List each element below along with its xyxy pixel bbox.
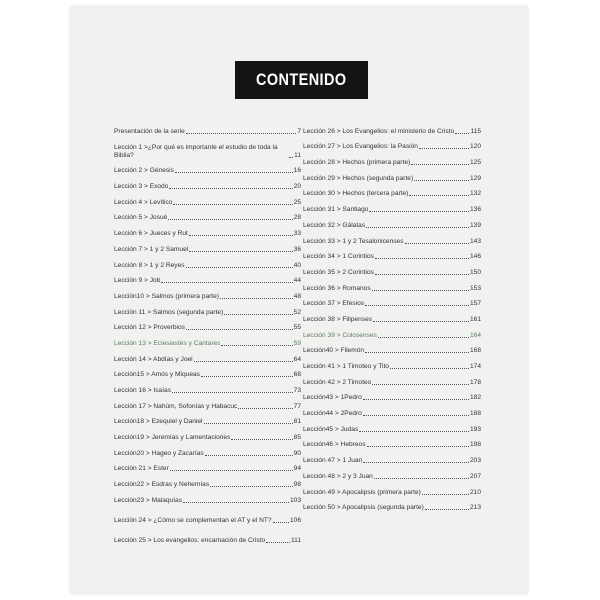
toc-entry-page: 36 bbox=[293, 245, 301, 253]
toc-entry bbox=[303, 418, 481, 434]
dot-leader bbox=[161, 282, 292, 283]
toc-entry bbox=[303, 449, 481, 465]
toc-entry-page: 16 bbox=[293, 167, 301, 175]
toc-entry-page: 198 bbox=[469, 441, 481, 449]
toc-entry-page: 157 bbox=[469, 300, 481, 308]
toc-entry bbox=[303, 120, 481, 136]
toc-entry-page: 28 bbox=[293, 214, 301, 222]
toc-entry bbox=[303, 246, 481, 262]
dot-leader bbox=[372, 290, 469, 291]
toc-entry-page: 90 bbox=[293, 449, 301, 457]
toc-entry bbox=[303, 308, 481, 324]
toc-left-column bbox=[114, 120, 301, 545]
toc-entry-title: Lección 3 > Éxodo bbox=[114, 183, 169, 191]
toc-entry-title: Lección 27 > Los Evangelios: la Pasión bbox=[303, 143, 418, 151]
title-banner bbox=[235, 61, 368, 99]
dot-leader bbox=[363, 462, 469, 463]
toc-entry-title: Lección 30 > Hechos (tercera parte) bbox=[303, 190, 409, 198]
toc-entry bbox=[114, 426, 301, 442]
dot-leader bbox=[231, 439, 292, 440]
toc-entry bbox=[114, 458, 301, 474]
document-page bbox=[70, 6, 528, 594]
toc-entry-page: 115 bbox=[470, 127, 481, 135]
toc-entry-page: 40 bbox=[293, 261, 301, 269]
toc-entry-page: 111 bbox=[290, 536, 301, 544]
dot-leader bbox=[169, 188, 292, 189]
toc-entry-title: Lección 50 > Apocalipsis (segunda parte) bbox=[303, 504, 424, 512]
toc-entry bbox=[114, 473, 301, 489]
toc-entry-title: Lección 1 >¿Por qué es importante el estudio de toda la Biblia? bbox=[114, 143, 278, 159]
toc-entry-page: 55 bbox=[293, 324, 301, 332]
toc-entry bbox=[114, 332, 301, 348]
toc-entry-title: Lección 24 > ¿Cómo se complementan el AT y el NT? bbox=[114, 516, 272, 524]
toc-entry-title: Presentación de la serie bbox=[114, 127, 185, 135]
dot-leader bbox=[266, 542, 290, 543]
dot-leader bbox=[422, 494, 469, 495]
toc-entry-page: 161 bbox=[469, 315, 481, 323]
dot-leader bbox=[409, 195, 469, 196]
dot-leader bbox=[168, 219, 292, 220]
toc-entry-page: 52 bbox=[293, 308, 301, 316]
dot-leader bbox=[205, 455, 293, 456]
toc-entry bbox=[303, 261, 481, 277]
toc-entry-page: 11 bbox=[294, 151, 301, 159]
toc-entry bbox=[114, 270, 301, 286]
toc-entry-title: Lección44 > 2Pedro bbox=[303, 410, 362, 418]
toc-entry-title: Lección23 > Malaquías bbox=[114, 496, 182, 504]
toc-entry-page: 20 bbox=[293, 183, 301, 191]
toc-entry bbox=[303, 355, 481, 371]
dot-leader bbox=[373, 321, 469, 322]
dot-leader bbox=[375, 274, 469, 275]
toc-entry-title: Lección 26 > Los Evangelios: el ministerio de Cristo bbox=[303, 127, 455, 135]
toc-entry-title: Lección 17 > Nahúm, Sofonías y Habacuc bbox=[114, 402, 238, 410]
toc-entry bbox=[114, 411, 301, 427]
page-title: CONTENIDO bbox=[256, 70, 347, 89]
toc-entry-title: Lección22 > Esdras y Nehemías bbox=[114, 481, 210, 489]
dot-leader bbox=[201, 376, 293, 377]
toc-entry-page: 143 bbox=[469, 237, 481, 245]
toc-entry-title: Lección 6 > Jueces y Rut bbox=[114, 230, 188, 238]
toc-entry bbox=[114, 489, 301, 505]
toc-entry bbox=[114, 525, 301, 545]
toc-entry-page: 136 bbox=[469, 206, 481, 214]
toc-entry bbox=[114, 254, 301, 270]
toc-entry-title: Lección 48 > 2 y 3 Juan bbox=[303, 472, 373, 480]
toc-entry-title: Lección 5 > Josué bbox=[114, 214, 168, 222]
toc-entry-page: 81 bbox=[293, 418, 301, 426]
toc-entry-page: 85 bbox=[293, 434, 301, 442]
toc-entry-title: Lección 33 > 1 y 2 Tesalonicenses bbox=[303, 237, 404, 245]
dot-leader bbox=[405, 243, 469, 244]
toc-entry-page: 153 bbox=[469, 284, 481, 292]
toc-entry-title: Lección43 > 1Pedro bbox=[303, 394, 362, 402]
toc-entry-page: 7 bbox=[297, 127, 301, 135]
toc-entry bbox=[114, 222, 301, 238]
toc-entry bbox=[303, 167, 481, 183]
toc-entry-page: 139 bbox=[469, 221, 481, 229]
toc-entry-page: 193 bbox=[469, 425, 481, 433]
toc-entry-title: Lección 14 > Abdías y Joel bbox=[114, 355, 193, 363]
toc-entry bbox=[114, 285, 301, 301]
toc-entry-page: 48 bbox=[293, 292, 301, 300]
dot-leader bbox=[172, 392, 293, 393]
dot-leader bbox=[365, 352, 469, 353]
toc-entry bbox=[114, 505, 301, 525]
toc-entry-page: 188 bbox=[469, 410, 481, 418]
dot-leader bbox=[363, 399, 469, 400]
toc-entry-title: Lección40 > Filemón bbox=[303, 347, 365, 355]
toc-entry-page: 203 bbox=[469, 457, 481, 465]
toc-entry-page: 120 bbox=[469, 143, 481, 151]
toc-entry bbox=[114, 175, 301, 191]
toc-entry-page: 168 bbox=[469, 347, 481, 355]
toc-entry-title: Lección 39 > Colosenses bbox=[303, 331, 377, 339]
dot-leader bbox=[210, 486, 293, 487]
dot-leader bbox=[365, 305, 469, 306]
dot-leader bbox=[194, 361, 293, 362]
toc-entry-title: Lección 7 > 1 y 2 Samuel bbox=[114, 245, 189, 253]
toc-entry-title: Lección 41 > 1 Timoteo y Tito bbox=[303, 363, 389, 370]
toc-entry-title: Lección 47 > 1 Juan bbox=[303, 457, 363, 465]
toc-entry bbox=[114, 301, 301, 317]
dot-leader bbox=[183, 502, 289, 503]
dot-leader bbox=[363, 415, 469, 416]
toc-entry bbox=[114, 379, 301, 395]
toc-entry-title: Lección18 > Ezequiel y Daniel bbox=[114, 418, 203, 426]
dot-leader bbox=[238, 408, 292, 409]
toc-entry-title: Lección10 > Salmos (primera parte) bbox=[114, 292, 219, 300]
toc-entry-title: Lección 38 > Filipenses bbox=[303, 315, 373, 323]
toc-entry-title: Lección 4 > Levítico bbox=[114, 198, 173, 206]
toc-entry-title: Lección 21 > Ester bbox=[114, 465, 169, 473]
toc-entry-title: Lección19 > Jeremías y Lamentaciones bbox=[114, 434, 231, 442]
dot-leader bbox=[414, 180, 469, 181]
toc-entry-title: Lección 11 > Salmos (segunda parte) bbox=[114, 308, 224, 316]
toc-entry-page: 77 bbox=[293, 402, 301, 410]
toc-entry bbox=[303, 324, 481, 340]
toc-entry-title: Lección 42 > 2 Timoteo bbox=[303, 378, 372, 386]
toc-entry-page: 33 bbox=[293, 230, 301, 238]
toc-entry bbox=[114, 160, 301, 176]
toc-entry-title: Lección 8 > 1 y 2 Reyes bbox=[114, 261, 185, 269]
toc-entry-page: 44 bbox=[293, 277, 301, 285]
toc-entry-page: 210 bbox=[469, 488, 481, 496]
toc-entry-page: 64 bbox=[293, 355, 301, 363]
toc-entry bbox=[114, 317, 301, 333]
dot-leader bbox=[204, 423, 293, 424]
toc-entry-title: Lección 28 > Hechos (primera parte) bbox=[303, 159, 411, 167]
toc-entry bbox=[303, 293, 481, 309]
toc-entry-page: 73 bbox=[293, 387, 301, 394]
toc-entry bbox=[303, 136, 481, 152]
dot-leader bbox=[375, 258, 469, 259]
toc-entry bbox=[114, 395, 301, 411]
dot-leader bbox=[186, 133, 297, 134]
dot-leader bbox=[359, 431, 469, 432]
dot-leader bbox=[419, 148, 469, 149]
toc-entry-title: Lección46 > Hebreos bbox=[303, 441, 366, 449]
dot-leader bbox=[170, 470, 293, 471]
toc-entry-title: Lección 12 > Proverbios bbox=[114, 324, 185, 332]
toc-entry bbox=[114, 120, 301, 136]
toc-entry bbox=[303, 151, 481, 167]
toc-entry-title: Lección 31 > Santiago bbox=[303, 206, 369, 214]
toc-entry-title: Lección 16 > Isaías bbox=[114, 387, 171, 394]
toc-entry bbox=[114, 207, 301, 223]
dot-leader bbox=[425, 509, 469, 510]
toc-entry-page: 25 bbox=[293, 198, 301, 206]
toc-entry bbox=[303, 387, 481, 403]
toc-entry bbox=[303, 230, 481, 246]
toc-entry bbox=[114, 191, 301, 207]
toc-entry bbox=[303, 481, 481, 497]
toc-entry-title: Lección 13 > Eclesiastés y Cantares bbox=[114, 339, 221, 347]
toc-entry-title: Lección45 > Judas bbox=[303, 425, 359, 433]
toc-entry bbox=[114, 364, 301, 380]
toc-entry bbox=[303, 465, 481, 481]
dot-leader bbox=[366, 227, 469, 228]
dot-leader bbox=[189, 251, 292, 252]
toc-entry bbox=[303, 371, 481, 387]
toc-entry-title: Lección 29 > Hechos (segunda parte) bbox=[303, 174, 414, 182]
dot-leader bbox=[221, 345, 292, 346]
toc-entry-page: 182 bbox=[469, 394, 481, 402]
toc-entry bbox=[303, 277, 481, 293]
dot-leader bbox=[369, 211, 469, 212]
toc-entry-title: Lección 37 > Efesios bbox=[303, 300, 365, 308]
toc-entry-title: Lección15 > Amós y Miqueas bbox=[114, 371, 200, 379]
toc-entry-page: 150 bbox=[469, 268, 481, 276]
dot-leader bbox=[289, 157, 293, 158]
toc-entry-page: 132 bbox=[469, 190, 481, 198]
toc-entry-title: Lección 9 > Job bbox=[114, 277, 161, 285]
toc-entry bbox=[303, 434, 481, 450]
toc-entry-page: 129 bbox=[469, 174, 481, 182]
dot-leader bbox=[175, 172, 293, 173]
toc-entry-title: Lección 32 > Gálatas bbox=[303, 221, 366, 229]
toc-entry bbox=[114, 238, 301, 254]
dot-leader bbox=[189, 235, 293, 236]
toc-entry-title: Lección 34 > 1 Corintios bbox=[303, 253, 374, 261]
toc-entry bbox=[303, 402, 481, 418]
dot-leader bbox=[374, 478, 469, 479]
toc-entry bbox=[114, 348, 301, 364]
toc-entry bbox=[303, 183, 481, 199]
dot-leader bbox=[173, 204, 292, 205]
toc-entry-page: 174 bbox=[469, 363, 481, 370]
dot-leader bbox=[224, 314, 292, 315]
dot-leader bbox=[186, 329, 293, 330]
dot-leader bbox=[220, 298, 293, 299]
toc-entry-page: 94 bbox=[293, 465, 301, 473]
toc-entry bbox=[303, 214, 481, 230]
dot-leader bbox=[273, 522, 289, 523]
toc-entry bbox=[114, 442, 301, 458]
toc-entry-page: 125 bbox=[469, 159, 481, 167]
toc-entry-page: 164 bbox=[469, 331, 481, 339]
toc-entry-title: Lección 49 > Apocalipsis (primera parte) bbox=[303, 488, 421, 496]
toc-entry-page: 178 bbox=[469, 378, 481, 386]
toc-entry-page: 103 bbox=[289, 496, 301, 504]
toc-entry-title: Lección 35 > 2 Corintios bbox=[303, 268, 374, 276]
toc-entry bbox=[114, 136, 301, 160]
toc-entry bbox=[303, 340, 481, 356]
dot-leader bbox=[372, 384, 469, 385]
dot-leader bbox=[455, 133, 469, 134]
toc-entry-page: 207 bbox=[469, 472, 481, 480]
toc-entry-title: Lección 2 > Génesis bbox=[114, 167, 174, 175]
toc-entry-title: Lección20 > Hageo y Zacarías bbox=[114, 449, 204, 457]
dot-leader bbox=[390, 368, 469, 369]
toc-entry-title: Lección 36 > Romanos bbox=[303, 284, 371, 292]
toc-entry-page: 98 bbox=[293, 481, 301, 489]
toc-entry-page: 68 bbox=[293, 371, 301, 379]
toc-entry bbox=[303, 198, 481, 214]
dot-leader bbox=[411, 164, 469, 165]
dot-leader bbox=[367, 446, 469, 447]
toc-entry-page: 213 bbox=[469, 504, 481, 512]
dot-leader bbox=[186, 267, 293, 268]
toc-entry-page: 59 bbox=[293, 339, 301, 347]
toc-entry bbox=[303, 497, 481, 513]
toc-entry-page: 106 bbox=[289, 516, 301, 524]
dot-leader bbox=[378, 337, 469, 338]
toc-entry-title: Lección 25 > Los evangelios: encarnación de Cristo bbox=[114, 536, 266, 544]
toc-right-column bbox=[303, 120, 481, 512]
toc-entry-page: 146 bbox=[469, 253, 481, 261]
